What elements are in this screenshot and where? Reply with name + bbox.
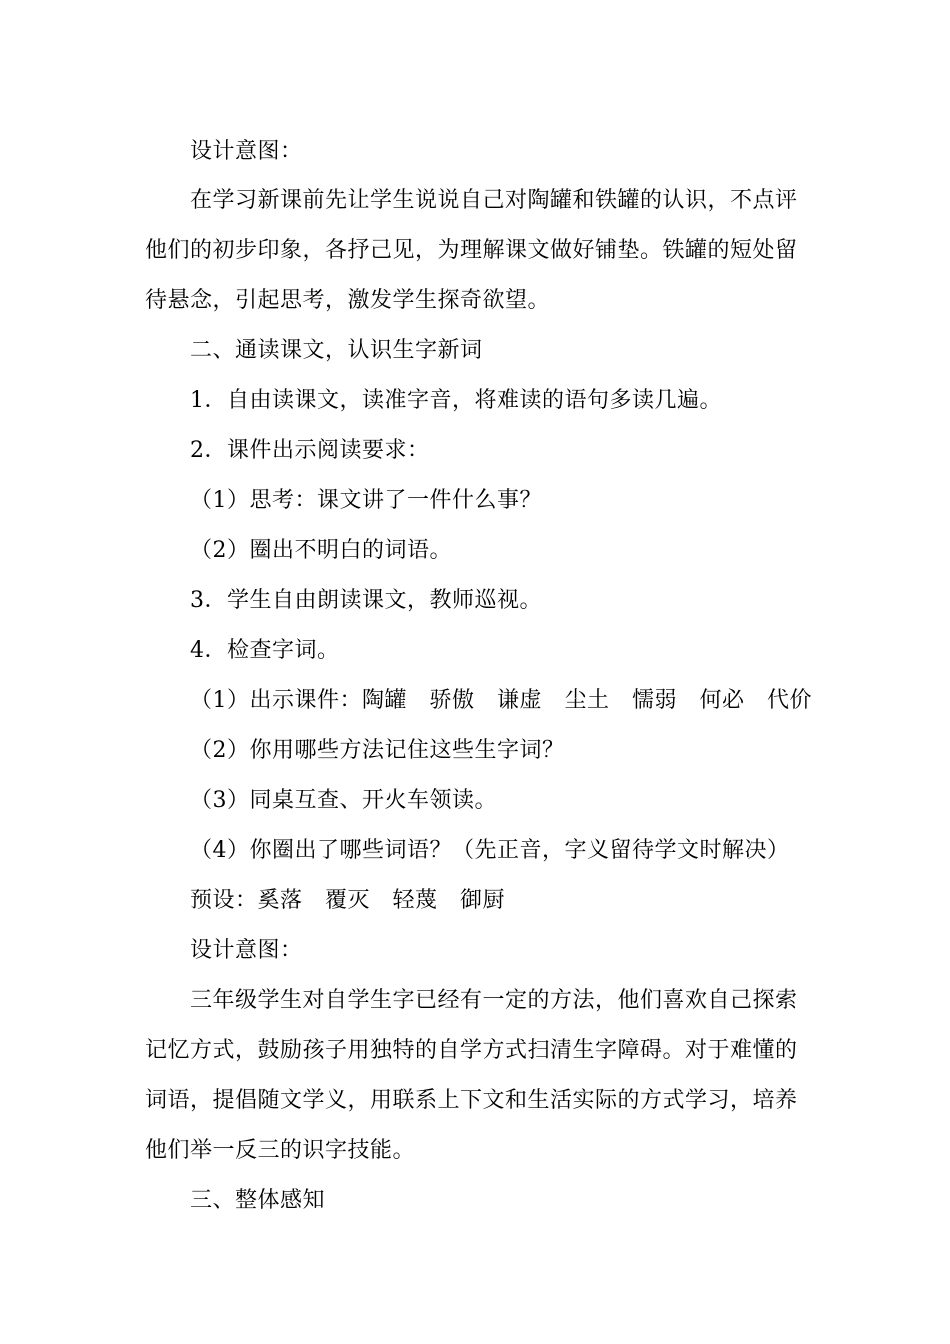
sub-list-item: （2）圈出不明白的词语。	[190, 538, 452, 563]
design-intent-heading-1: 设计意图：	[190, 139, 303, 164]
sub-list-item: （2）你用哪些方法记住这些生字词？	[190, 738, 565, 763]
sub-list-item: （1）思考：课文讲了一件什么事？	[190, 488, 542, 513]
list-item: 3．学生自由朗读课文，教师巡视。	[190, 588, 542, 613]
paragraph-line: 记忆方式，鼓励孩子用独特的自学方式扫清生字障碍。对于难懂的	[145, 1038, 798, 1063]
list-item: 4．检查字词。	[190, 638, 340, 663]
paragraph-line: 他们的初步印象，各抒己见，为理解课文做好铺垫。铁罐的短处留	[145, 238, 798, 263]
paragraph-line: 他们举一反三的识字技能。	[145, 1138, 416, 1163]
paragraph-line: 词语，提倡随文学义，用联系上下文和生活实际的方式学习，培养	[145, 1088, 798, 1113]
sub-list-item: （1）出示课件：陶罐 骄傲 谦虚 尘土 懦弱 何必 代价	[190, 688, 812, 713]
preset-words: 预设：奚落 覆灭 轻蔑 御厨	[190, 888, 506, 913]
section-heading-2: 二、通读课文，认识生字新词	[190, 338, 483, 363]
design-intent-heading-2: 设计意图：	[190, 938, 303, 963]
list-item: 2．课件出示阅读要求：	[190, 438, 430, 463]
paragraph-line: 在学习新课前先让学生说说自己对陶罐和铁罐的认识，不点评	[190, 188, 798, 213]
sub-list-item: （3）同桌互查、开火车领读。	[190, 788, 497, 813]
sub-list-item: （4）你圈出了哪些词语？（先正音，字义留待学文时解决）	[190, 838, 790, 863]
list-item: 1．自由读课文，读准字音，将难读的语句多读几遍。	[190, 388, 722, 413]
section-heading-3: 三、整体感知	[190, 1188, 326, 1213]
paragraph-line: 待悬念，引起思考，激发学生探奇欲望。	[145, 288, 551, 313]
paragraph-line: 三年级学生对自学生字已经有一定的方法，他们喜欢自己探索	[190, 988, 798, 1013]
